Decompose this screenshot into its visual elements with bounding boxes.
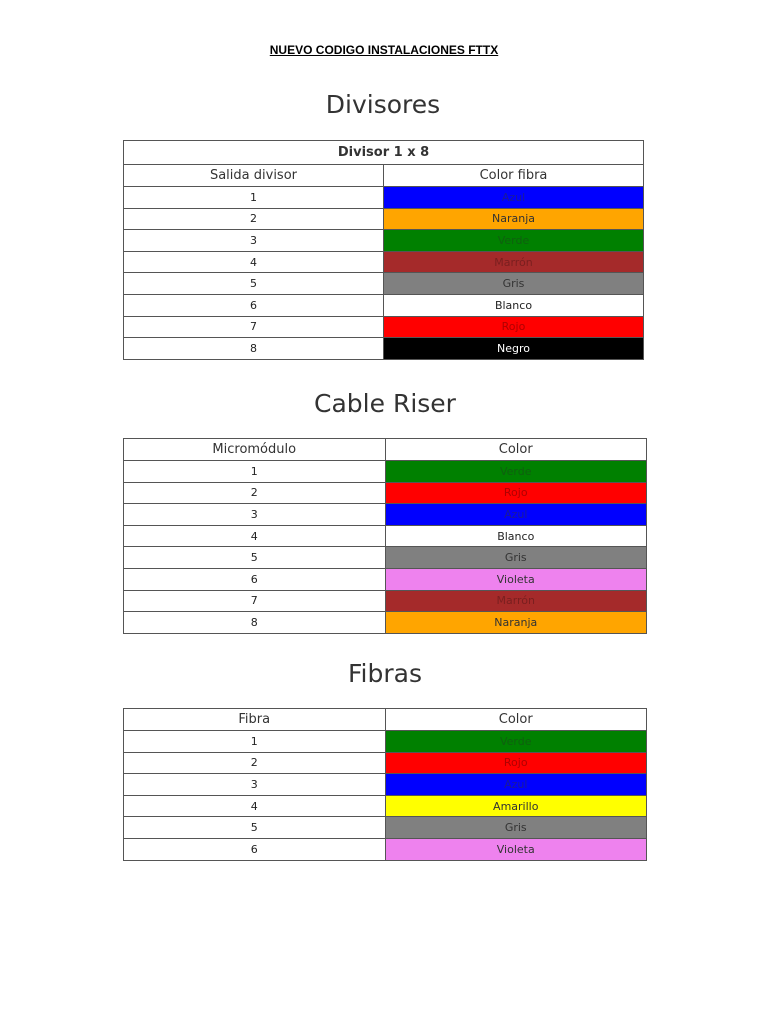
column-header-color-fibra: Color fibra <box>384 165 644 187</box>
color-swatch-cell: Gris <box>385 547 647 569</box>
divisor-table-body <box>124 187 644 360</box>
color-swatch-cell: Azul <box>385 774 647 796</box>
table-row <box>124 547 647 569</box>
table-row <box>124 752 647 774</box>
row-number: 3 <box>124 774 386 796</box>
document-title: NUEVO CODIGO INSTALACIONES FTTX <box>269 43 499 57</box>
color-swatch-cell: Blanco <box>385 525 647 547</box>
row-number: 4 <box>124 525 386 547</box>
color-swatch-cell: Rojo <box>384 316 644 338</box>
row-number: 5 <box>124 547 386 569</box>
column-header-color: Color <box>385 439 647 461</box>
table-row <box>124 230 644 252</box>
color-swatch-cell: Verde <box>385 731 647 753</box>
row-number: 4 <box>124 251 384 273</box>
row-number: 8 <box>124 612 386 634</box>
color-swatch-cell: Rojo <box>385 752 647 774</box>
row-number: 3 <box>124 230 384 252</box>
row-number: 2 <box>124 752 386 774</box>
fibras-table-body <box>124 731 647 861</box>
color-swatch-cell: Verde <box>384 230 644 252</box>
table-row <box>124 774 647 796</box>
row-number: 6 <box>124 568 386 590</box>
table-row <box>124 273 644 295</box>
row-number: 7 <box>124 590 386 612</box>
table-row <box>124 504 647 526</box>
table-row <box>124 838 647 860</box>
column-header-salida: Salida divisor <box>124 165 384 187</box>
column-header-fibra: Fibra <box>124 709 386 731</box>
row-number: 8 <box>124 338 384 360</box>
row-number: 1 <box>124 731 386 753</box>
color-swatch-cell: Violeta <box>385 838 647 860</box>
divisor-table <box>123 140 644 360</box>
divisor-table-caption: Divisor 1 x 8 <box>124 141 644 165</box>
color-swatch-cell: Blanco <box>384 294 644 316</box>
color-swatch-cell: Negro <box>384 338 644 360</box>
table-row <box>124 482 647 504</box>
fibras-table <box>123 708 647 861</box>
section-title-divisores: Divisores <box>325 90 441 119</box>
table-row <box>124 525 647 547</box>
table-row <box>124 817 647 839</box>
row-number: 2 <box>124 482 386 504</box>
table-row <box>124 568 647 590</box>
color-swatch-cell: Amarillo <box>385 795 647 817</box>
row-number: 6 <box>124 294 384 316</box>
table-row <box>124 338 644 360</box>
row-number: 7 <box>124 316 384 338</box>
color-swatch-cell: Gris <box>384 273 644 295</box>
color-swatch-cell: Azul <box>384 187 644 209</box>
color-swatch-cell: Azul <box>385 504 647 526</box>
table-row <box>124 461 647 483</box>
row-number: 2 <box>124 208 384 230</box>
row-number: 5 <box>124 817 386 839</box>
riser-table <box>123 438 647 634</box>
table-row <box>124 251 644 273</box>
table-row <box>124 187 644 209</box>
table-row <box>124 590 647 612</box>
color-swatch-cell: Violeta <box>385 568 647 590</box>
table-row <box>124 731 647 753</box>
riser-table-body <box>124 461 647 634</box>
table-row <box>124 294 644 316</box>
color-swatch-cell: Marrón <box>384 251 644 273</box>
table-row <box>124 795 647 817</box>
color-swatch-cell: Naranja <box>385 612 647 634</box>
column-header-micromodulo: Micromódulo <box>124 439 386 461</box>
row-number: 1 <box>124 461 386 483</box>
row-number: 1 <box>124 187 384 209</box>
color-swatch-cell: Naranja <box>384 208 644 230</box>
section-title-cable-riser: Cable Riser <box>314 389 456 418</box>
section-title-fibras: Fibras <box>348 659 422 688</box>
row-number: 5 <box>124 273 384 295</box>
color-swatch-cell: Gris <box>385 817 647 839</box>
color-swatch-cell: Rojo <box>385 482 647 504</box>
table-row <box>124 316 644 338</box>
row-number: 3 <box>124 504 386 526</box>
color-swatch-cell: Marrón <box>385 590 647 612</box>
table-row <box>124 208 644 230</box>
row-number: 4 <box>124 795 386 817</box>
table-row <box>124 612 647 634</box>
column-header-color: Color <box>385 709 647 731</box>
row-number: 6 <box>124 838 386 860</box>
color-swatch-cell: Verde <box>385 461 647 483</box>
